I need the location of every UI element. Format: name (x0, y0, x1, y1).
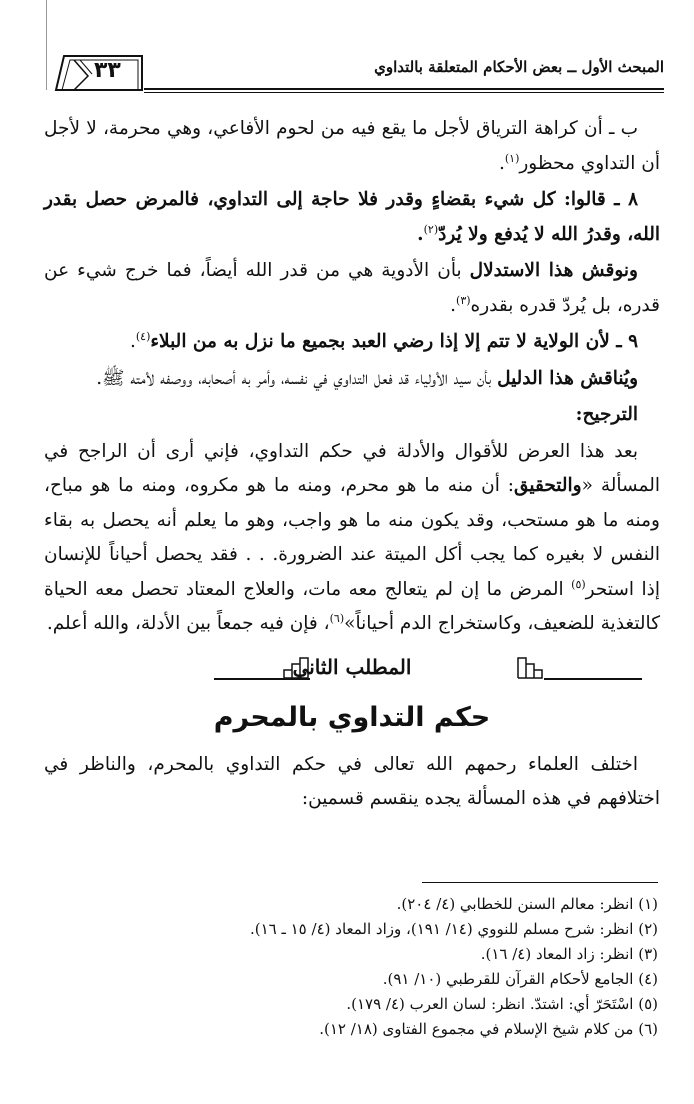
paragraph-bold-text: ويُناقش هذا الدليل (497, 367, 638, 389)
paragraph (44, 362, 660, 397)
paragraph: ٨ ـ قالوا: كل شيء بقضاءٍ وقدر فلا حاجة إلى التداوي، فالمرض حصل بقدر الله، وقدرُ الله لا يُدفع ولا يُردّ$^{(٢)}$. (44, 189, 660, 245)
tarjih-heading: الترجيح: (575, 404, 638, 425)
paragraph: ٩ ـ لأن الولاية لا تتم إلا إذا رضي العبد بجميع ما نزل به من البلاء$^{(٤)}$. (129, 329, 638, 352)
footnote-ref: (٢) (423, 222, 439, 236)
paragraph (44, 748, 660, 817)
footnote-ref: (٤) (135, 329, 151, 343)
footnote: (٢) انظر: شرح مسلم للنووي (١٤/ ١٩١)، وزاد المعاد (٤/ ١٥ ـ ١٦). (249, 920, 658, 938)
footnote: (٤) الجامع لأحكام القرآن للقرطبي (١٠/ ٩١). (382, 970, 658, 988)
footnote-rule (422, 882, 658, 883)
paragraph-text: بأن الأدوية هي من قدر الله أيضاً، فما خرج شيء عن قدره، بل يُردّ قدره بقدره (44, 260, 660, 316)
paragraph-text: بأن سيد الأولياء قد فعل التداوي في نفسه، وأمر به أصحابه، ووصفه لأمته ﷺ. (96, 367, 498, 389)
page-number-frame (54, 52, 146, 92)
footnote-ref: (٦) (329, 611, 345, 625)
footnote: (٦) من كلام شيخ الإسلام في مجموع الفتاوى (١٨/ ١٢). (319, 1020, 658, 1038)
paragraph-text: ب ـ أن كراهة الترياق لأجل ما يقع فيه من لحوم الأفاعي، وهي محرمة، لا لأجل أن التداوي محظور (44, 118, 660, 174)
paragraph-bold-text: ٨ ـ قالوا: كل شيء بقضاءٍ وقدر فلا حاجة إلى التداوي، فالمرض حصل بقدر الله، وقدرُ الله لا يُدفع ولا يُردّ (44, 189, 660, 245)
paragraph-bold-text: والتحقيق (513, 475, 582, 496)
paragraph-text: اختلف العلماء رحمهم الله تعالى في حكم التداوي بالمحرم، والناظر في اختلافهم في هذه المسألة يجده ينقسم قسمين: (44, 753, 660, 809)
header-rule-thin (144, 92, 664, 93)
stairs-ornament-icon (282, 654, 310, 680)
section-heading (44, 648, 660, 694)
footnote: (١) انظر: معالم السنن للخطابي (٤/ ٢٠٤). (396, 895, 658, 913)
footnote-ref: (٥) (571, 577, 586, 591)
running-header-title: المبحث الأول ــ بعض الأحكام المتعلقة بالتداوي (374, 58, 664, 76)
paragraph-bold-text: ونوقش هذا الاستدلال (469, 260, 638, 281)
footnote: (٥) اسْتَحَرّ أي: اشتدّ. انظر: لسان العرب (٤/ ١٧٩). (346, 995, 658, 1013)
page-number: ٣٣ (94, 58, 121, 83)
footnote: (٣) انظر: زاد المعاد (٤/ ١٦). (480, 945, 658, 963)
paragraph: ب ـ أن كراهة الترياق لأجل ما يقع فيه من لحوم الأفاعي، وهي محرمة، لا لأجل أن التداوي محظور$^{(١)}$. (44, 118, 660, 174)
section-label: المطلب الثاني (292, 654, 412, 679)
subheading (44, 398, 660, 433)
paragraph-text: ، فإن فيه جمعاً بين الأدلة، والله أعلم. (46, 613, 330, 634)
paragraph-text: : أن منه ما هو محرم، ومنه ما هو مكروه، ومنه ما هو مباح، ومنه ما هو مستحب، وقد يكون منه ما هو واجب، وهو ما يعلم أنه يحصل به بقاء النفس لا بغيره كما يجب أكل الميتة عند الضرورة. . . فقد يحصل أحياناً للإنسان إذا استحر (44, 475, 660, 600)
paragraph: ونوقش هذا الاستدلال بأن الأدوية هي من قدر الله أيضاً، فما خرج شيء عن قدره، بل يُردّ قدره بقدره$^{(٣)}$. (44, 260, 660, 316)
page-header (44, 44, 664, 94)
header-rule (144, 88, 664, 90)
paragraph-bold-text: ٩ ـ لأن الولاية لا تتم إلا إذا رضي العبد بجميع ما نزل به من البلاء (150, 331, 638, 352)
paragraph (44, 435, 660, 642)
paragraph-text: بعد هذا العرض للأقوال والأدلة في حكم التداوي، فإني أرى أن الراجح في المسألة « (44, 440, 660, 496)
footnote-ref: (٣) (456, 293, 471, 307)
heading-rule (214, 678, 310, 680)
paragraph-text: المرض ما إن لم يتعالج معه مات، والعلاج المعتاد تحصل معه الحياة كالتغذية للضعيف، وكاستخراج الدم أحياناً» (44, 578, 660, 634)
footnote-ref: (١) (504, 151, 520, 165)
footnotes (44, 892, 658, 1042)
page-body (44, 112, 660, 819)
chapter-title: حكم التداوي بالمحرم (213, 701, 491, 733)
